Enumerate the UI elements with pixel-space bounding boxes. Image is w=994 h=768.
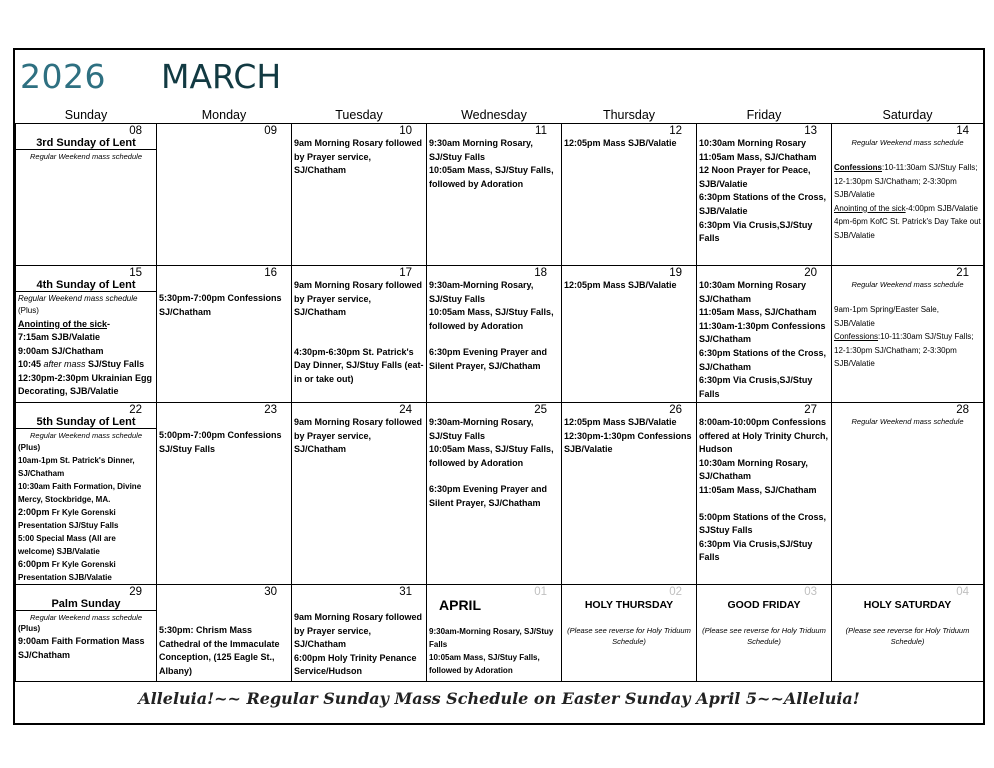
event: 5:30pm: Chrism Mass Cathedral of the Immaculate Conception, (125 Eagle St., Albany) <box>159 625 280 676</box>
day-number: 11 <box>535 125 547 137</box>
day-number: 21 <box>956 267 969 279</box>
anointing-event <box>18 318 154 332</box>
day-cell <box>16 585 157 682</box>
event: 9:30am-Morning Rosary, SJ/Stuy Falls <box>429 280 534 304</box>
liturgical-title: 4th Sunday of Lent <box>16 279 156 292</box>
day-cell <box>832 124 984 266</box>
event: 10:30am Morning Rosary <box>699 138 807 148</box>
day-cell <box>16 266 157 403</box>
weekday-monday: Monday <box>201 107 247 122</box>
day-cell <box>832 585 984 682</box>
triduum-note: (Please see reverse for Holy Triduum Schedule) <box>845 626 970 646</box>
event: 6:30pm Evening Prayer and Silent Prayer, SJ/Chatham <box>429 347 548 371</box>
event <box>18 506 154 532</box>
event-time: 6:00pm <box>18 559 50 569</box>
weekday-wednesday: Wednesday <box>461 107 527 122</box>
day-number: 17 <box>399 267 412 279</box>
confessions-text: :10-11:30am SJ/Stuy Falls; 12-1:30pm SJ/Chatham; 2-3:30pm SJB/Valatie <box>834 332 974 368</box>
weekday-sunday: Sunday <box>64 107 108 122</box>
day-cell <box>16 124 157 266</box>
day-number: 30 <box>264 586 277 598</box>
event-text: Fr Kyle Gorenski Presentation SJ/Stuy Falls <box>18 508 119 530</box>
holy-day-title: HOLY SATURDAY <box>863 599 952 611</box>
day-cell <box>562 124 697 266</box>
confessions-event <box>834 330 981 371</box>
day-number: 20 <box>804 267 817 279</box>
day-number: 12 <box>669 125 682 137</box>
event: 11:30am-1:30pm Confessions SJ/Chatham <box>699 320 826 345</box>
event: 11:05am Mass, SJ/Chatham <box>699 484 817 495</box>
plus-label: (Plus) <box>18 624 41 633</box>
plus-label: (Plus) <box>18 306 39 315</box>
schedule-note: Regular Weekend mass schedule <box>29 152 142 161</box>
confessions-label: Confessions <box>834 332 879 341</box>
event: 4:30pm-6:30pm St. Patrick's Day Dinner, SJ/Stuy Falls (eat-in or take out) <box>294 346 424 384</box>
schedule-note: Regular Weekend mass schedule <box>29 431 142 440</box>
day-cell <box>832 266 984 403</box>
day-cell <box>697 403 832 585</box>
event: 11:05am Mass, SJ/Chatham <box>699 307 817 318</box>
day-number: 24 <box>399 404 412 416</box>
event: 10:05am Mass, SJ/Stuy Falls, followed by Adoration <box>429 307 554 331</box>
confessions-label: Confessions <box>834 163 883 172</box>
event: 8:00am-10:00pm Confessions offered at Holy Trinity Church, Hudson <box>699 417 829 455</box>
event: 6:30pm Via Crusis,SJ/Stuy Falls <box>699 538 813 563</box>
event: 9:30am-Morning Rosary, SJ/Stuy Falls <box>429 627 554 649</box>
event: 9:00am SJ/Chatham <box>18 345 104 356</box>
day-cell <box>292 124 427 266</box>
event: 10:05am Mass, SJ/Stuy Falls, followed by Adoration <box>429 444 554 468</box>
event: 9am-1pm Spring/Easter Sale, SJB/Valatie <box>834 305 939 328</box>
event: 9:30am Morning Rosary, SJ/Stuy Falls <box>429 138 533 162</box>
event: 9:30am-Morning Rosary, SJ/Stuy Falls <box>429 417 534 441</box>
event: 10:30am Morning Rosary SJ/Chatham <box>699 280 807 304</box>
day-number: 09 <box>264 125 277 137</box>
day-number: 29 <box>129 586 142 598</box>
day-number: 04 <box>956 586 969 598</box>
day-number: 13 <box>804 125 817 137</box>
day-cell <box>292 403 427 585</box>
schedule-note: Regular Weekend mass schedule <box>851 417 964 426</box>
day-cell <box>832 403 984 585</box>
day-number: 19 <box>669 267 682 279</box>
confessions-event <box>834 161 981 202</box>
schedule-note: Regular Weekend mass schedule <box>851 280 964 289</box>
day-cell <box>562 403 697 585</box>
anointing-dash: - <box>107 318 110 329</box>
event: 6:30pm Via Crusis,SJ/Stuy Falls <box>699 375 813 399</box>
event: 9:00am Faith Formation Mass SJ/Chatham <box>18 636 145 660</box>
event: 9am Morning Rosary followed by Prayer service, SJ/Chatham <box>294 280 423 318</box>
anointing-text: -4:00pm SJB/Valatie <box>905 203 978 213</box>
day-number: 01 <box>534 586 547 598</box>
calendar-grid <box>15 106 984 682</box>
day-number: 03 <box>804 586 817 598</box>
month-heading: MARCH <box>161 57 282 96</box>
schedule-note: Regular Weekend mass schedule <box>29 613 142 622</box>
week-row <box>16 585 984 682</box>
day-cell <box>427 124 562 266</box>
event-place: SJ/Stuy Falls <box>85 359 145 370</box>
event: 10:05am Mass, SJ/Stuy Falls, followed by Adoration <box>429 653 540 675</box>
weekday-saturday: Saturday <box>882 107 933 122</box>
event: 5:00 Special Mass (All are welcome) SJB/Valatie <box>18 534 116 556</box>
day-cell <box>292 266 427 403</box>
event: 9am Morning Rosary followed by Prayer service, SJ/Chatham <box>294 417 423 455</box>
event-time: 10:45 <box>18 359 44 370</box>
liturgical-title: 3rd Sunday of Lent <box>16 137 156 150</box>
day-number: 22 <box>129 404 142 416</box>
day-cell <box>427 266 562 403</box>
event: 10:30am Faith Formation, Divine Mercy, Stockbridge, MA. <box>18 482 142 504</box>
triduum-note: (Please see reverse for Holy Triduum Schedule) <box>567 626 691 646</box>
day-cell <box>292 585 427 682</box>
event: 7:15am SJB/Valatie <box>18 332 101 343</box>
event: 5:00pm Stations of the Cross, SJStuy Falls <box>699 511 827 536</box>
day-number: 15 <box>129 267 142 279</box>
confessions-text: :10-11:30am SJ/Stuy Falls; 12-1:30pm SJ/Chatham; 2-3:30pm SJB/Valatie <box>834 163 978 199</box>
weekday-thursday: Thursday <box>602 107 656 122</box>
anointing-label: Anointing of the sick <box>18 318 107 329</box>
day-number: 27 <box>804 404 817 416</box>
week-row <box>16 124 984 266</box>
event: 12:30pm-2:30pm Ukrainian Egg Decorating, SJB/Valatie <box>18 372 153 397</box>
event: 12 Noon Prayer for Peace, SJB/Valatie <box>699 165 811 189</box>
event: 6:30pm Evening Prayer and Silent Prayer, SJ/Chatham <box>429 484 548 508</box>
day-cell <box>562 585 697 682</box>
day-cell <box>697 585 832 682</box>
event: 10am-1pm St. Patrick's Dinner, SJ/Chatham <box>18 456 135 478</box>
weekday-friday: Friday <box>746 107 782 122</box>
liturgical-title: 5th Sunday of Lent <box>16 416 156 429</box>
event: 5:00pm-7:00pm Confessions SJ/Stuy Falls <box>159 430 282 454</box>
day-number: 18 <box>534 267 547 279</box>
day-number: 26 <box>669 404 682 416</box>
event <box>18 358 154 372</box>
april-label: APRIL <box>439 597 481 613</box>
day-number: 23 <box>264 404 277 416</box>
event: 9am Morning Rosary followed by Prayer service, SJ/Chatham <box>294 138 423 176</box>
event: 10:30am Morning Rosary, SJ/Chatham <box>699 457 808 482</box>
day-cell <box>697 124 832 266</box>
weekday-header-row <box>16 106 984 124</box>
event: 11:05am Mass, SJ/Chatham <box>699 151 817 162</box>
day-number: 14 <box>956 125 969 137</box>
event: 4pm-6pm KofC St. Patrick's Day Take out SJB/Valatie <box>834 217 981 240</box>
day-cell <box>16 403 157 585</box>
day-cell <box>157 124 292 266</box>
schedule-note: Regular Weekend mass schedule <box>18 294 138 303</box>
day-cell <box>157 266 292 403</box>
day-number: 10 <box>399 125 412 137</box>
day-cell <box>157 585 292 682</box>
day-number: 08 <box>129 125 142 137</box>
day-cell <box>427 585 562 682</box>
triduum-note: (Please see reverse for Holy Triduum Schedule) <box>702 626 826 646</box>
event: 6:30pm Stations of the Cross, SJ/Chatham <box>699 347 827 372</box>
day-cell <box>562 266 697 403</box>
liturgical-title: Palm Sunday <box>16 598 156 611</box>
event: 12:05pm Mass SJB/Valatie <box>564 280 677 290</box>
year-heading: 2026 <box>20 57 106 96</box>
event: 9am Morning Rosary followed by Prayer service, SJ/Chatham <box>294 612 423 650</box>
week-row <box>16 403 984 585</box>
week-row <box>16 266 984 403</box>
schedule-note: Regular Weekend mass schedule <box>851 138 964 147</box>
easter-footer: Alleluia!~~ Regular Sunday Mass Schedule on Easter Sunday April 5~~Alleluia! <box>138 689 860 708</box>
event: 6:30pm Stations of the Cross, SJB/Valatie <box>699 192 827 216</box>
anointing-event <box>834 202 981 216</box>
day-number: 25 <box>534 404 547 416</box>
day-number: 02 <box>669 586 682 598</box>
anointing-label: Anointing of the sick <box>834 203 906 213</box>
day-cell <box>697 266 832 403</box>
holy-day-title: HOLY THURSDAY <box>584 599 674 611</box>
event: 6:30pm Via Crusis,SJ/Stuy Falls <box>699 219 813 244</box>
event-time: 2:00pm <box>18 507 50 517</box>
event: 6:00pm Holy Trinity Penance Service/Hudson <box>294 652 417 677</box>
day-number: 28 <box>956 404 969 416</box>
event: 12:05pm Mass SJB/Valatie <box>564 417 677 427</box>
event: 12:30pm-1:30pm Confessions SJB/Valatie <box>564 430 692 455</box>
event: 12:05pm Mass SJB/Valatie <box>564 138 677 148</box>
event-text: Fr Kyle Gorenski Presentation SJB/Valatie <box>18 560 116 582</box>
event <box>18 558 154 584</box>
day-number: 31 <box>399 586 412 598</box>
day-number: 16 <box>264 267 277 279</box>
plus-label: (Plus) <box>18 443 41 452</box>
day-cell <box>427 403 562 585</box>
holy-day-title: GOOD FRIDAY <box>727 599 801 611</box>
event: 5:30pm-7:00pm Confessions SJ/Chatham <box>159 293 282 317</box>
day-cell <box>157 403 292 585</box>
event: 10:05am Mass, SJ/Stuy Falls, followed by Adoration <box>429 165 554 189</box>
weekday-tuesday: Tuesday <box>335 107 383 122</box>
event-note: after mass <box>43 359 86 370</box>
